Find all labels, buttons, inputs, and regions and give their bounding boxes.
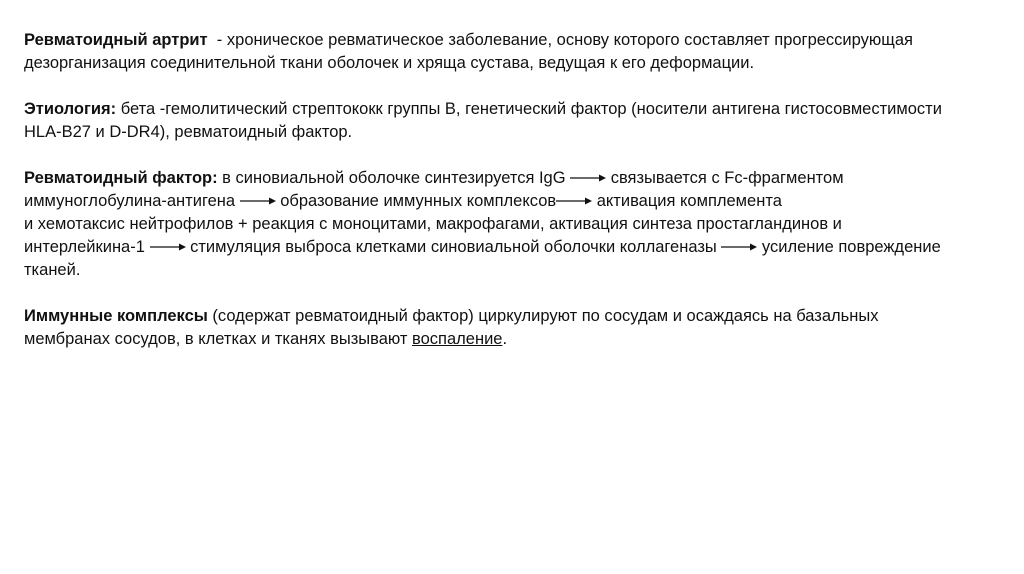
term-immune-complexes: Иммунные комплексы [24,307,208,325]
arrow-right-icon [556,196,592,206]
arrow-right-icon [721,242,757,252]
line [24,236,1009,259]
line [24,98,1009,121]
line: HLA-B27 и D-DR4), ревматоидный фактор. [24,123,353,141]
text: интерлейкина-1 [24,238,150,256]
text: - хроническое ревматическое заболевание, основу которого составляет прогрессирующая [207,31,913,49]
text: усиление повреждение [757,238,941,256]
text: в синовиальной оболочке синтезируется IgG [217,169,571,187]
paragraph-rheumatoid-arthritis [24,29,1009,75]
line [24,190,1009,213]
text: иммуноглобулина-антигена [24,192,240,210]
line: тканей. [24,261,81,279]
arrow-right-icon [150,242,186,252]
paragraph-immune-complexes [24,305,1009,351]
text: стимуляция выброса клетками синовиальной оболочки коллагеназы [185,238,722,256]
line [24,328,1009,351]
text: связывается с Fc-фрагментом [606,169,844,187]
paragraph-etiology [24,98,1009,144]
paragraph-rheumatoid-factor [24,167,1009,282]
line: и хемотаксис нейтрофилов + реакция с моноцитами, макрофагами, активация синтеза простагландинов и [24,215,842,233]
text: бета -гемолитический стрептококк группы В, генетический фактор (носители антигена гистосовместимости [116,100,942,118]
line [24,305,1009,328]
text: активация комплемента [592,192,782,210]
text: мембранах сосудов, в клетках и тканях вызывают [24,330,413,348]
text: . [502,330,508,348]
line [24,29,1009,52]
term-rheumatoid-factor: Ревматоидный фактор: [24,169,218,187]
arrow-right-icon [240,196,276,206]
slide-content [24,29,1009,374]
line: дезорганизация соединительной ткани оболочек и хряща сустава, ведущая к его деформации. [24,54,755,72]
line [24,167,1009,190]
term-rheumatoid-arthritis: Ревматоидный артрит [24,31,208,49]
arrow-right-icon [570,173,606,183]
underlined-term-inflammation: воспаление [412,330,503,348]
text: образование иммунных комплексов [275,192,557,210]
term-etiology: Этиология: [24,100,117,118]
text: (содержат ревматоидный фактор) циркулируют по сосудам и осаждаясь на базальных [207,307,879,325]
